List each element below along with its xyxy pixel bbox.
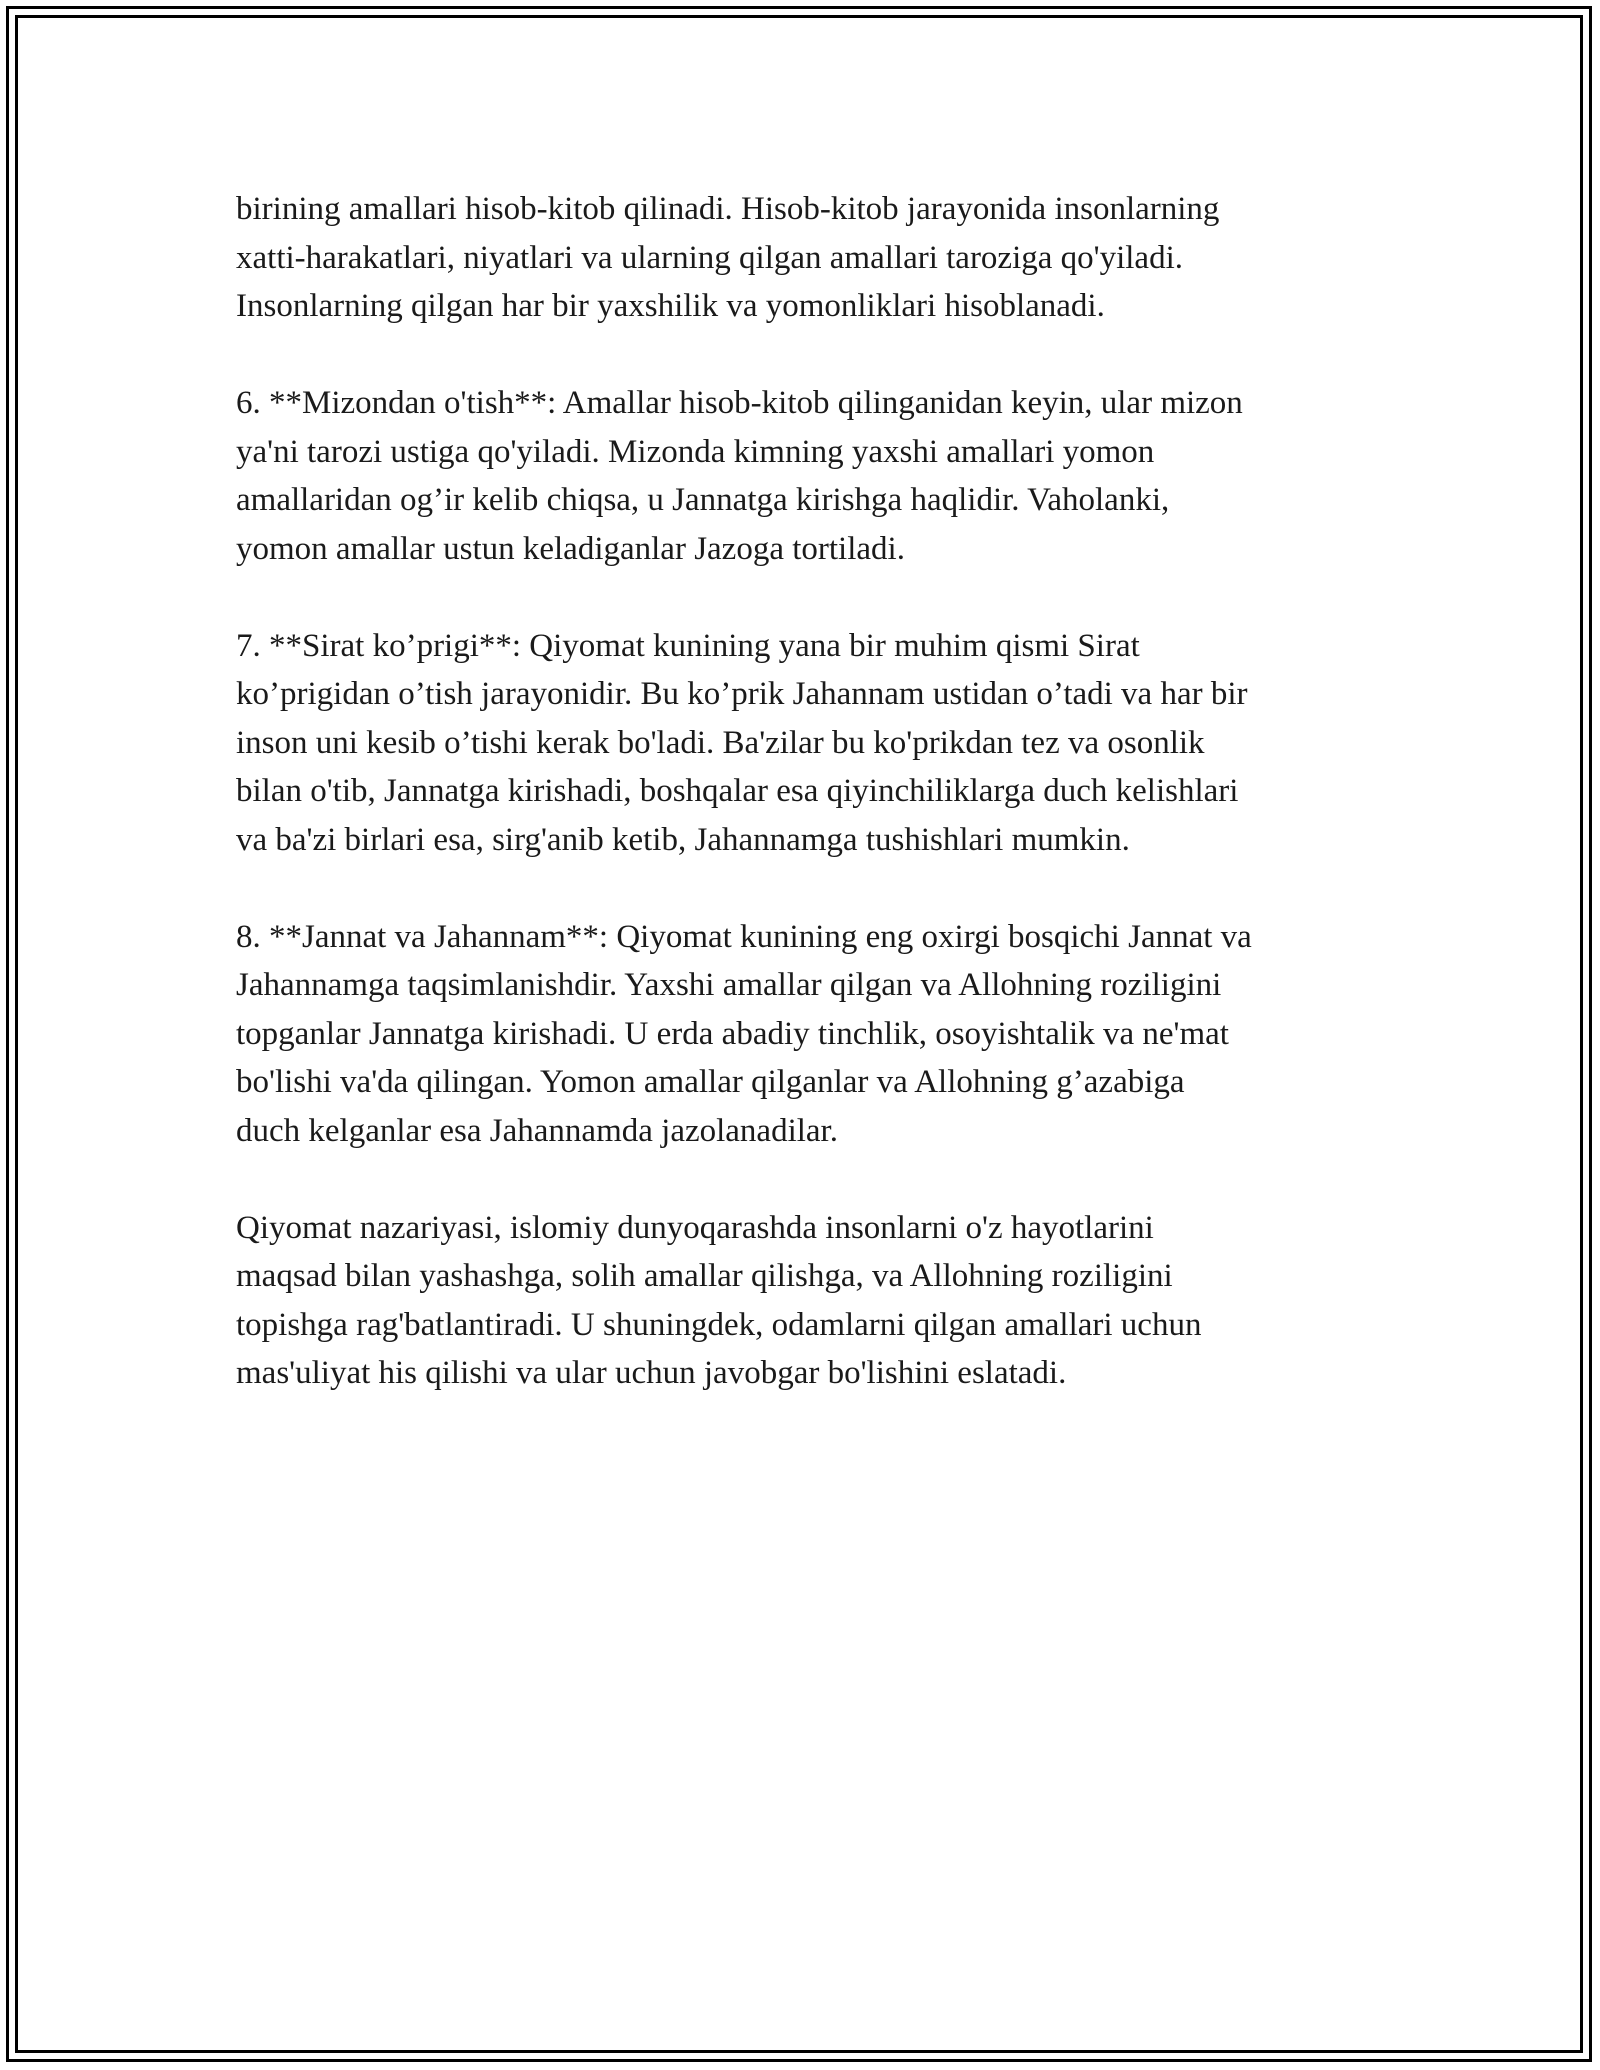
paragraph-sirat-koprigi bbox=[236, 622, 1396, 865]
text-line: 8. **Jannat va Jahannam**: Qiyomat kunining eng oxirgi bosqichi Jannat va bbox=[236, 918, 1252, 955]
text-line: duch kelganlar esa Jahannamda jazolanadilar. bbox=[236, 1112, 838, 1149]
text-line: inson uni kesib o’tishi kerak bo'ladi. Ba'zilar bu ko'prikdan tez va osonlik bbox=[236, 724, 1205, 761]
text-line: Insonlarning qilgan har bir yaxshilik va yomonliklari hisoblanadi. bbox=[236, 288, 1105, 324]
text-line: topganlar Jannatga kirishadi. U erda abadiy tinchlik, osoyishtalik va ne'mat bbox=[236, 1015, 1229, 1052]
text-line: birining amallari hisob-kitob qilinadi. Hisob-kitob jarayonida insonlarning bbox=[236, 191, 1220, 227]
text-line: va ba'zi birlari esa, sirg'anib ketib, Jahannamga tushishlari mumkin. bbox=[236, 821, 1130, 858]
text-line: topishga rag'batlantiradi. U shuningdek, odamlarni qilgan amallari uchun bbox=[236, 1306, 1202, 1343]
text-line: amallaridan og’ir kelib chiqsa, u Jannatga kirishga haqlidir. Vaholanki, bbox=[236, 482, 1170, 518]
text-line: maqsad bilan yashashga, solih amallar qilishga, va Allohning roziligini bbox=[236, 1258, 1173, 1294]
paragraph-jannat-va-jahannam bbox=[236, 913, 1396, 1156]
text-line: 6. **Mizondan o'tish**: Amallar hisob-kitob qilinganidan keyin, ular mizon bbox=[236, 385, 1243, 421]
text-line: bilan o'tib, Jannatga kirishadi, boshqalar esa qiyinchiliklarga duch kelishlari bbox=[236, 773, 1239, 809]
text-line: ya'ni tarozi ustiga qo'yiladi. Mizonda kimning yaxshi amallari yomon bbox=[236, 433, 1155, 470]
text-line: xatti-harakatlari, niyatlari va ularning qilgan amallari taroziga qo'yiladi. bbox=[236, 239, 1183, 276]
text-line: Qiyomat nazariyasi, islomiy dunyoqarashda insonlarni o'z hayotlarini bbox=[236, 1209, 1154, 1246]
text-line: bo'lishi va'da qilingan. Yomon amallar qilganlar va Allohning g’azabiga bbox=[236, 1064, 1185, 1100]
paragraph-qiyomat-nazariyasi bbox=[236, 1204, 1396, 1398]
document-body bbox=[236, 185, 1396, 1446]
text-line: yomon amallar ustun keladiganlar Jazoga tortiladi. bbox=[236, 530, 905, 567]
paragraph-hisob-kitob bbox=[236, 185, 1396, 331]
text-line: Jahannamga taqsimlanishdir. Yaxshi amallar qilgan va Allohning roziligini bbox=[236, 967, 1222, 1003]
text-line: mas'uliyat his qilishi va ular uchun javobgar bo'lishini eslatadi. bbox=[236, 1355, 1067, 1391]
paragraph-mizondan-otish bbox=[236, 379, 1396, 573]
text-line: ko’prigidan o’tish jarayonidir. Bu ko’prik Jahannam ustidan o’tadi va har bir bbox=[236, 676, 1248, 712]
text-line: 7. **Sirat ko’prigi**: Qiyomat kunining yana bir muhim qismi Sirat bbox=[236, 627, 1140, 664]
